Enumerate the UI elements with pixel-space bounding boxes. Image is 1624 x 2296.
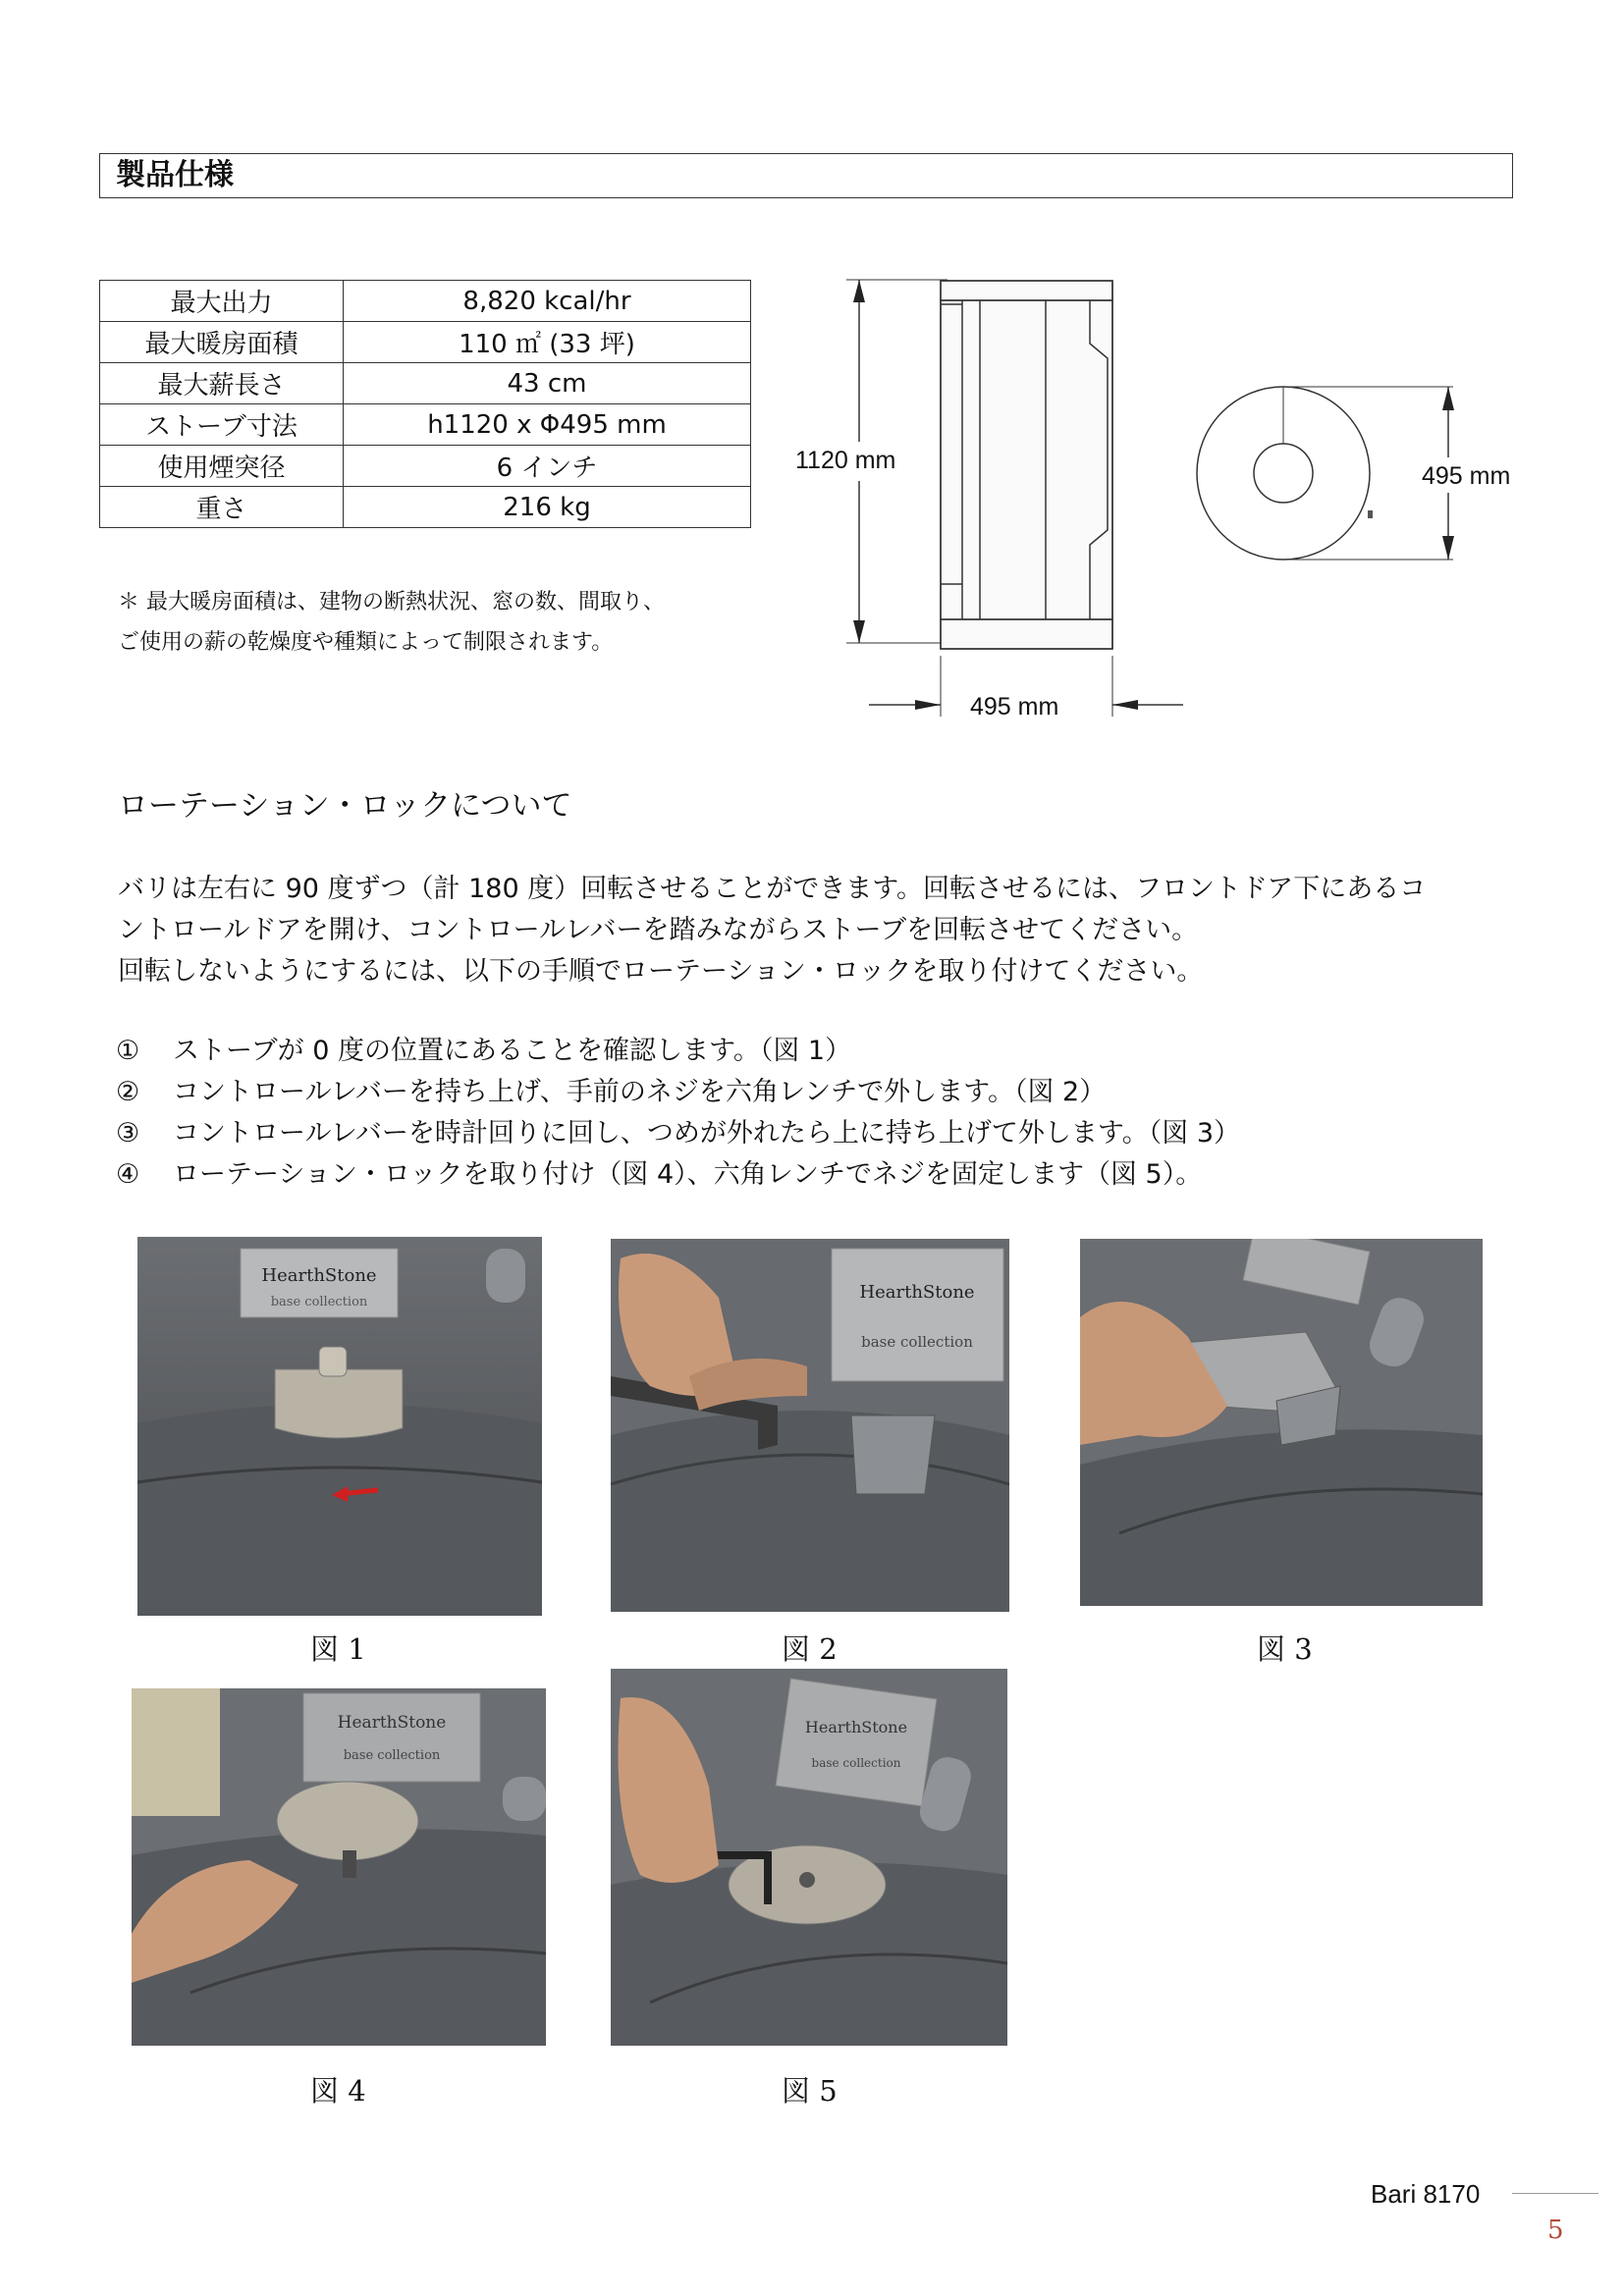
plate-text: HearthStone xyxy=(337,1713,447,1733)
spec-label: 最大出力 xyxy=(100,281,344,322)
step-text: コントロールレバーを持ち上げ、手前のネジを六角レンチで外します。（図 2） xyxy=(173,1077,1107,1107)
spec-label: 最大暖房面積 xyxy=(100,322,344,363)
spec-value: 6 インチ xyxy=(344,446,751,487)
figure-2-photo xyxy=(611,1239,1009,1612)
spec-value: 110 ㎡ (33 坪) xyxy=(344,322,751,363)
footer-divider xyxy=(1512,2193,1598,2194)
height-label: 1120 mm xyxy=(795,447,896,474)
figure-1-caption: 図 1 xyxy=(310,1632,366,1666)
plate-subtext: base collection xyxy=(861,1333,973,1351)
figure-3-caption: 図 3 xyxy=(1257,1632,1313,1666)
page-number: 5 xyxy=(1547,2216,1564,2245)
plate-subtext: base collection xyxy=(811,1756,901,1770)
section-title: 製品仕様 xyxy=(99,153,1513,198)
plate-text: HearthStone xyxy=(261,1265,377,1286)
plate-subtext: base collection xyxy=(343,1748,441,1763)
spec-label: 最大薪長さ xyxy=(100,363,344,404)
step-item xyxy=(116,1029,851,1067)
spec-value: h1120 x Φ495 mm xyxy=(344,404,751,446)
step-text: ローテーション・ロックを取り付け（図 4）、六角レンチでネジを固定します（図 5）。 xyxy=(173,1159,1203,1190)
footer-model-name: Bari 8170 xyxy=(1371,2179,1481,2209)
step-item xyxy=(116,1111,1240,1149)
rotation-lock-heading: ローテーション・ロックについて xyxy=(118,788,572,824)
step-number: ② xyxy=(116,1077,140,1107)
step-item xyxy=(116,1152,1202,1191)
step-text: ストーブが 0 度の位置にあることを確認します。（図 1） xyxy=(173,1036,852,1066)
spec-label: 重さ xyxy=(100,487,344,528)
hearthstone-plate xyxy=(303,1693,480,1782)
paragraph-line-3: 回転しないようにするには、以下の手順でローテーション・ロックを取り付けてください。 xyxy=(118,956,1204,987)
step-text: コントロールレバーを時計回りに回し、つめが外れたら上に持ち上げて外します。（図 3） xyxy=(173,1118,1240,1148)
stove-dimension-diagram xyxy=(785,265,1551,736)
spec-label: ストーブ寸法 xyxy=(100,404,344,446)
step-number: ④ xyxy=(116,1159,140,1190)
plate-text: HearthStone xyxy=(859,1282,975,1303)
spec-value: 43 cm xyxy=(344,363,751,404)
hearthstone-plate xyxy=(776,1679,937,1806)
figure-4-caption: 図 4 xyxy=(310,2074,366,2108)
hearthstone-plate xyxy=(832,1249,1003,1381)
figure-4-photo xyxy=(132,1688,546,2046)
table-row xyxy=(100,363,751,404)
figure-3-photo xyxy=(1080,1239,1483,1606)
step-item xyxy=(116,1070,1106,1108)
note-line-1: ＊ 最大暖房面積は、建物の断熱状況、窓の数、間取り、 xyxy=(118,590,665,614)
table-row xyxy=(100,446,751,487)
note-line-2: ご使用の薪の乾燥度や種類によって制限されます。 xyxy=(118,630,614,655)
table-row xyxy=(100,281,751,322)
step-number: ③ xyxy=(116,1118,140,1148)
plate-text: HearthStone xyxy=(804,1718,908,1736)
spec-table xyxy=(99,280,751,528)
plate-subtext: base collection xyxy=(270,1295,368,1309)
paragraph-line-1: バリは左右に 90 度ずつ（計 180 度）回転させることができます。回転させるには、フロントドア下にあるコ xyxy=(118,874,1427,904)
stove-side-view xyxy=(941,281,1112,649)
table-row xyxy=(100,404,751,446)
width-label: 495 mm xyxy=(970,693,1059,721)
step-number: ① xyxy=(116,1036,140,1066)
paragraph-line-2: ントロールドアを開け、コントロールレバーを踏みながらストーブを回転させてください。 xyxy=(118,915,1199,945)
spec-value: 8,820 kcal/hr xyxy=(344,281,751,322)
diameter-label: 495 mm xyxy=(1422,462,1511,490)
spec-label: 使用煙突径 xyxy=(100,446,344,487)
table-row xyxy=(100,322,751,363)
table-row xyxy=(100,487,751,528)
figure-2-caption: 図 2 xyxy=(782,1632,838,1666)
stove-top-view xyxy=(1197,387,1453,560)
figure-1-photo xyxy=(137,1237,542,1616)
figure-5-photo xyxy=(611,1669,1007,2046)
figure-5-caption: 図 5 xyxy=(782,2074,838,2108)
spec-value: 216 kg xyxy=(344,487,751,528)
